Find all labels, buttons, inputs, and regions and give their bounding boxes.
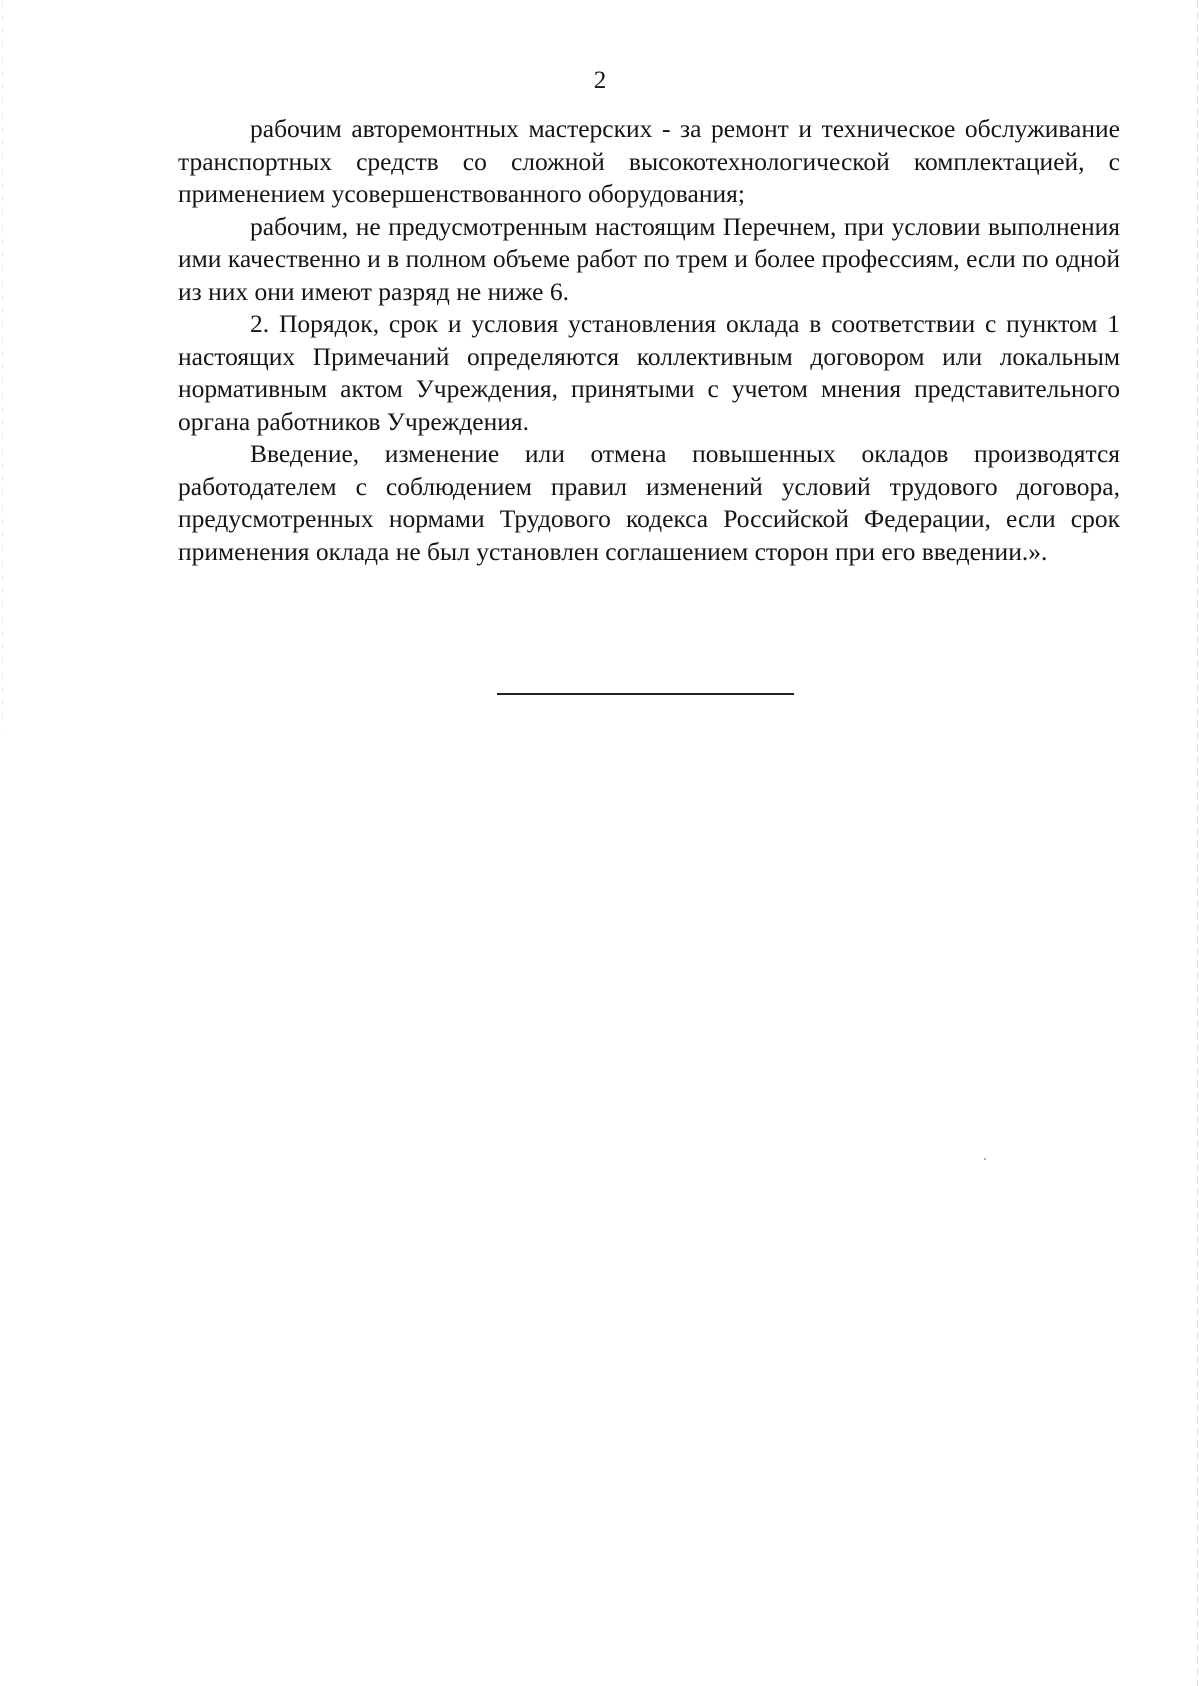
end-of-document-rule xyxy=(497,693,794,695)
paragraph-introduction-change: Введение, изменение или отмена повышенных окладов производятся работодателем с соблюдением правил изменений условий трудового договора, предусмотренных нормами Трудового кодекса Российской Федерации, если срок применения оклада не был установлен соглашением сторон при его введении.». xyxy=(178,439,1120,566)
paragraph-auto-repair-workers: рабочим авторемонтных мастерских - за ремонт и техническое обслуживание транспортных средств со сложной высокотехнологической комплектацией, с применением усовершенствованного оборудования; xyxy=(178,114,1120,208)
document-body xyxy=(178,113,1120,568)
scan-edge-left xyxy=(2,0,3,730)
page-number: 2 xyxy=(593,67,607,94)
paragraph-procedure: 2. Порядок, срок и условия установления оклада в соответствии с пунктом 1 настоящих Примечаний определяются коллективным договором или локальным нормативным актом Учреждения, принятыми с учетом мнения представительного органа работников Учреждения. xyxy=(178,309,1120,436)
scan-speck xyxy=(984,1158,986,1160)
scan-edge-right xyxy=(1197,0,1198,1686)
paragraph-other-workers: рабочим, не предусмотренным настоящим Перечнем, при условии выполнения ими качественно и в полном объеме работ по трем и более профессиям, если по одной из них они имеют разряд не ниже 6. xyxy=(178,211,1120,306)
